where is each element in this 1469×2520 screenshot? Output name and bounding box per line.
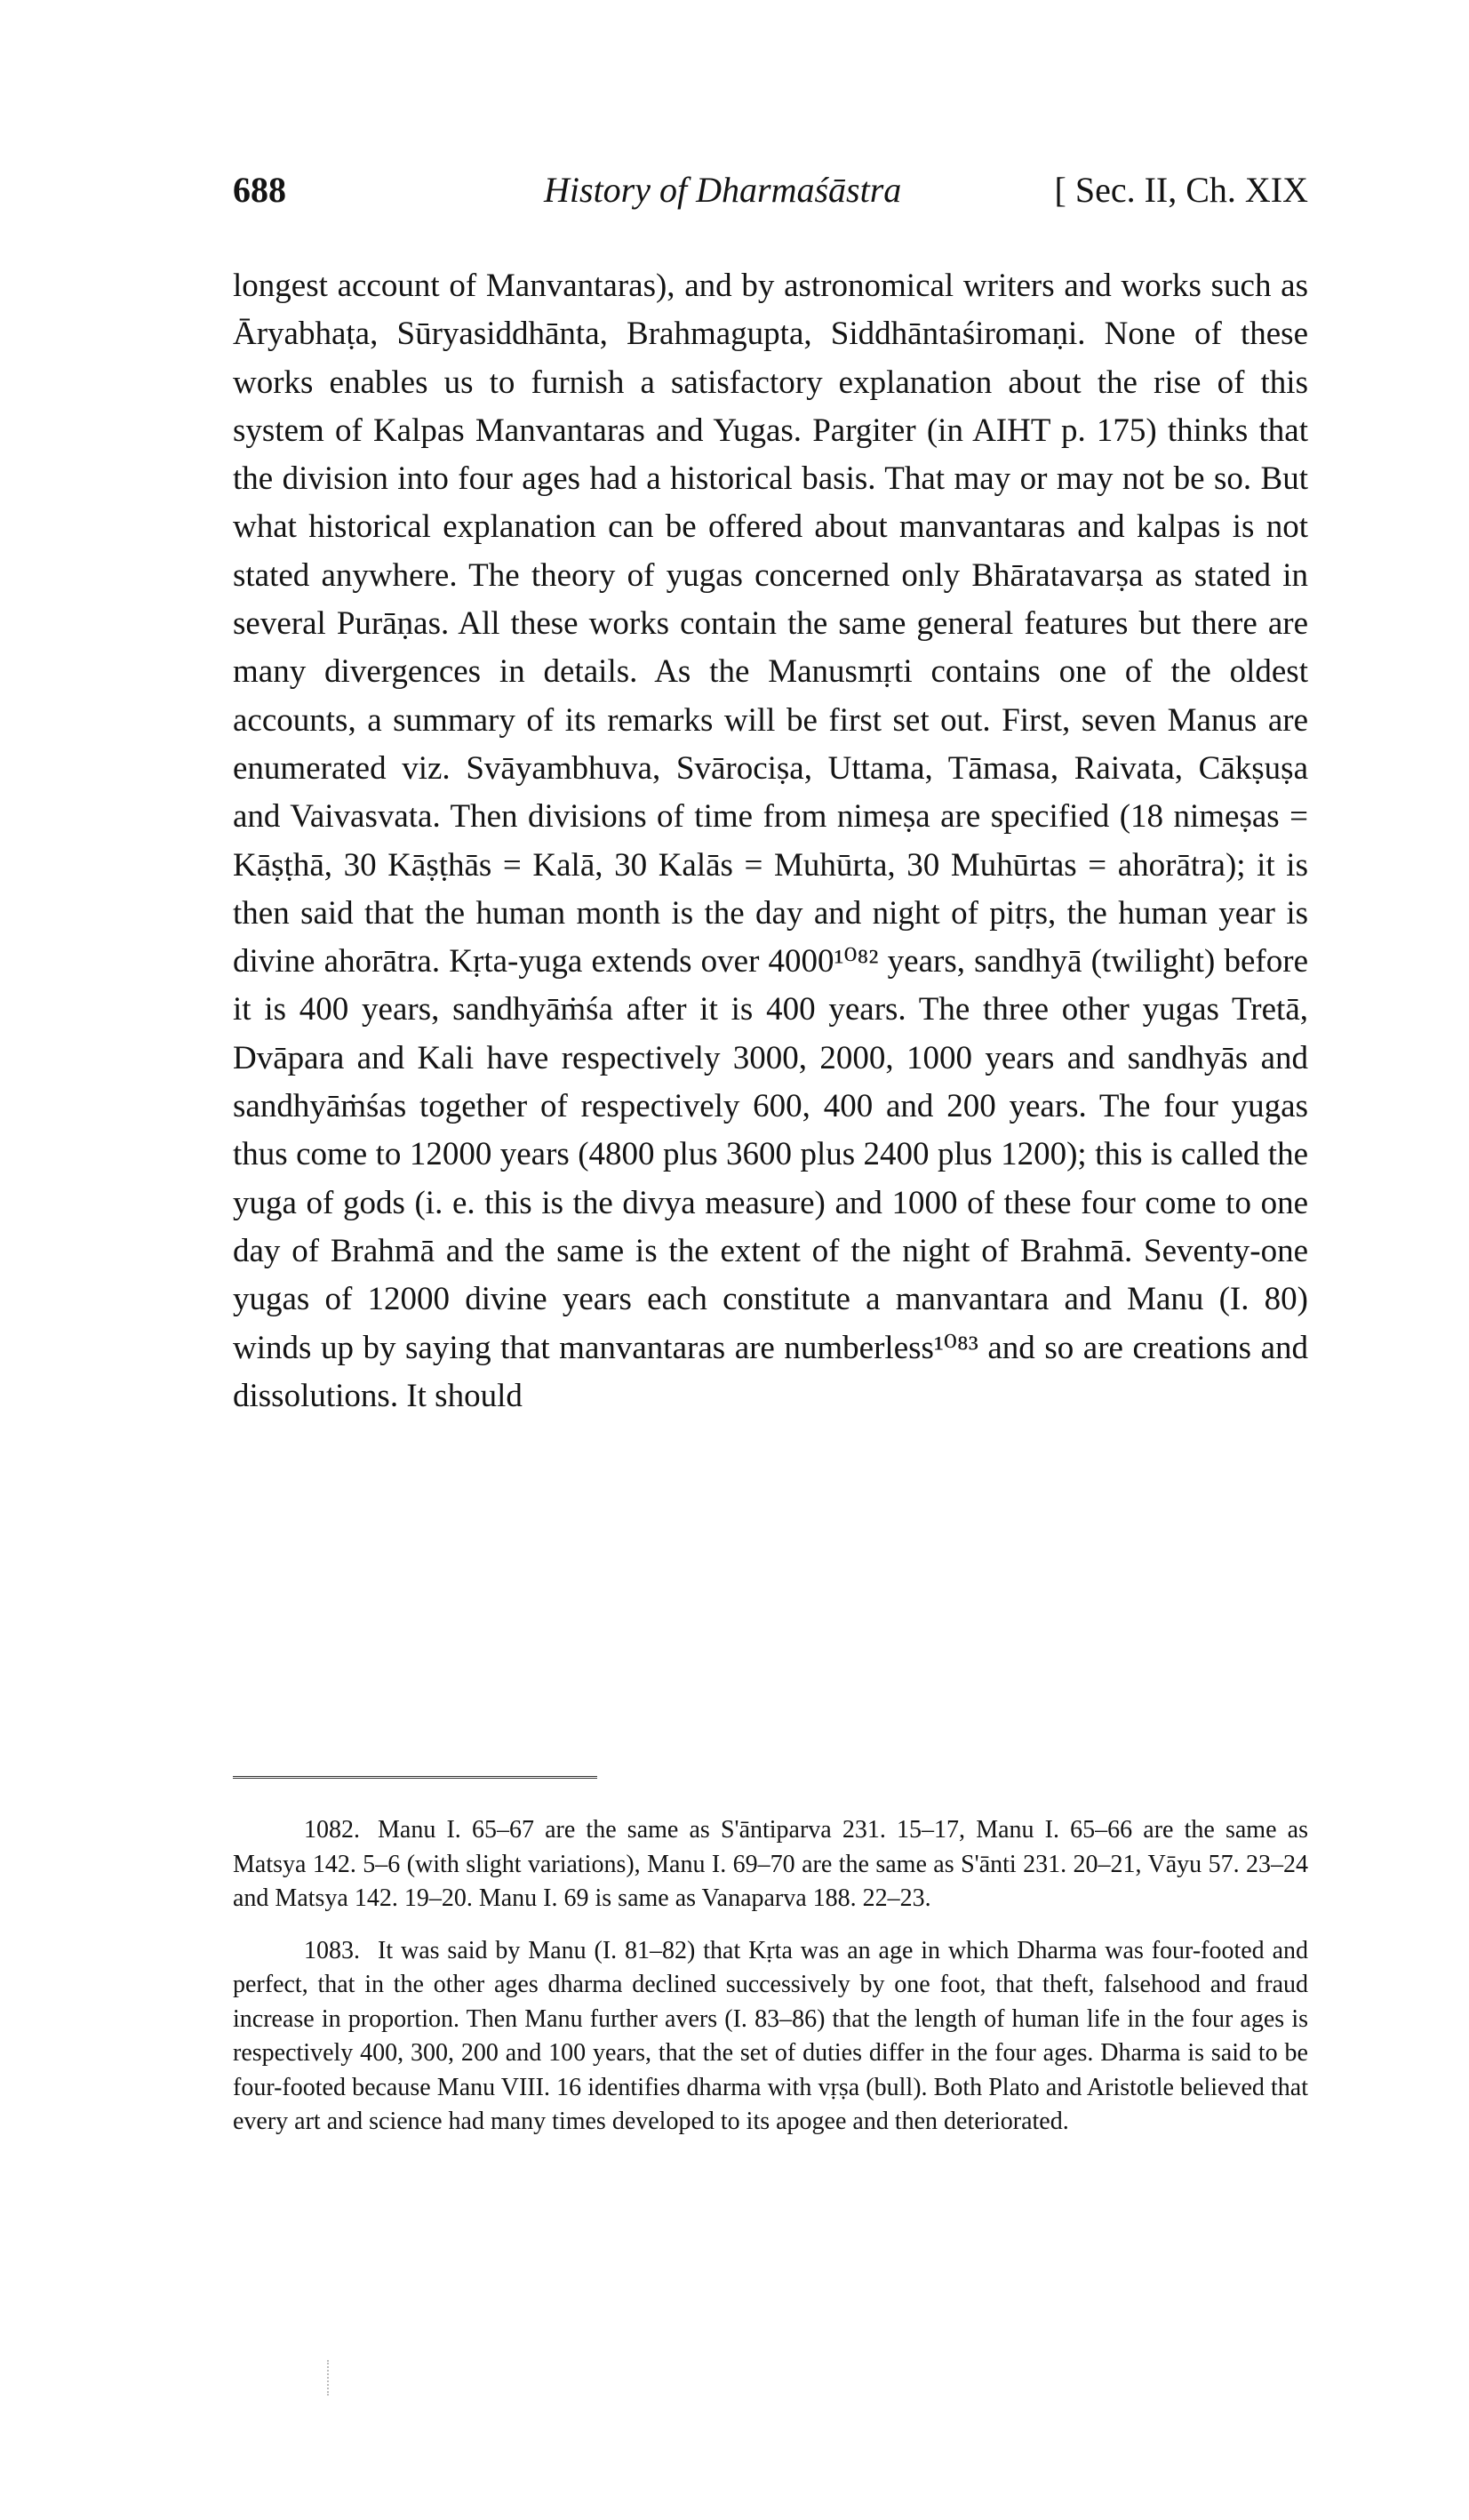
section-reference: [ Sec. II, Ch. XIX <box>1054 170 1308 210</box>
scan-artifact <box>327 2360 331 2396</box>
footnote-divider <box>233 1776 597 1779</box>
footnote-text: Manu I. 65–67 are the same as S'āntiparva 231. 15–17, Manu I. 65–66 are the same as Matsya 142. 5–6 (with slight variations), Manu I. 69–70 are the same as S'ānti 231. 20–21, Vāyu 57. 23–24 and Matsya 142. 19–20. Manu I. 69 is same as Vanaparva 188. 22–23. <box>233 1816 1308 1912</box>
footnote-mark: 1083. <box>304 1936 360 1964</box>
footnote-mark: 1082. <box>304 1816 360 1844</box>
page-header <box>233 169 1308 222</box>
footnote-text: It was said by Manu (I. 81–82) that Kṛta was an age in which Dharma was four-footed and perfect, that in the other ages dharma declined successively by one foot, that theft, falsehood and fraud increase in proportion. Then Manu further avers (I. 83–86) that the length of human life in the four ages is respectively 400, 300, 200 and 100 years, that the set of duties differ in the four ages. Dharma is said to be four-footed because Manu VIII. 16 identifies dharma with vṛṣa (bull). Both Plato and Aristotle believed that every art and science had many times developed to its apogee and then deteriorated. <box>233 1936 1308 2135</box>
page-number: 688 <box>233 170 286 210</box>
footnote-1083 <box>233 1934 1308 2140</box>
main-text-paragraph: longest account of Manvantaras), and by astronomical writers and works such as Āryabhaṭa, Sūryasiddhānta, Brahmagupta, Siddhāntaśiromaṇi. None of these works enables us to furnish a satisfactory explanation about the rise of this system of Kalpas Manvantaras and Yugas. Pargiter (in AIHT p. 175) thinks that the division into four ages had a historical basis. That may or may not be so. But what historical explanation can be offered about manvantaras and kalpas is not stated anywhere. The theory of yugas concerned only Bhāratavarṣa as stated in several Purāṇas. All these works contain the same general features but there are many divergences in details. As the Manusmṛti contains one of the oldest accounts, a summary of its remarks will be first set out. First, seven Manus are enumerated viz. Svāyambhuva, Svārociṣa, Uttama, Tāmasa, Raivata, Cākṣuṣa and Vaivasvata. Then divisions of time from nimeṣa are specified (18 nimeṣas = Kāṣṭhā, 30 Kāṣṭhās = Kalā, 30 Kalās = Muhūrta, 30 Muhūrtas = ahorātra); it is then said that the human month is the day and night of pitṛs, the human year is divine ahorātra. Kṛta-yuga extends over 4000¹⁰⁸² years, sandhyā (twilight) before it is 400 years, sandhyāṁśa after it is 400 years. The three other yugas Tretā, Dvāpara and Kali have respectively 3000, 2000, 1000 years and sandhyās and sandhyāṁśas together of respectively 600, 400 and 200 years. The four yugas thus come to 12000 years (4800 plus 3600 plus 2400 plus 1200); this is called the yuga of gods (i. e. this is the divya measure) and 1000 of these four come to one day of Brahmā and the same is the extent of the night of Brahmā. Seventy-one yugas of 12000 divine years each constitute a manvantara and Manu (I. 80) winds up by saying that manvantaras are numberless¹⁰⁸³ and so are creations and dissolutions. It should <box>233 268 1308 1414</box>
running-title: History of Dharmaśāstra <box>544 170 902 210</box>
footnote-1082 <box>233 1813 1308 1916</box>
footnotes-section <box>233 1813 1308 2157</box>
